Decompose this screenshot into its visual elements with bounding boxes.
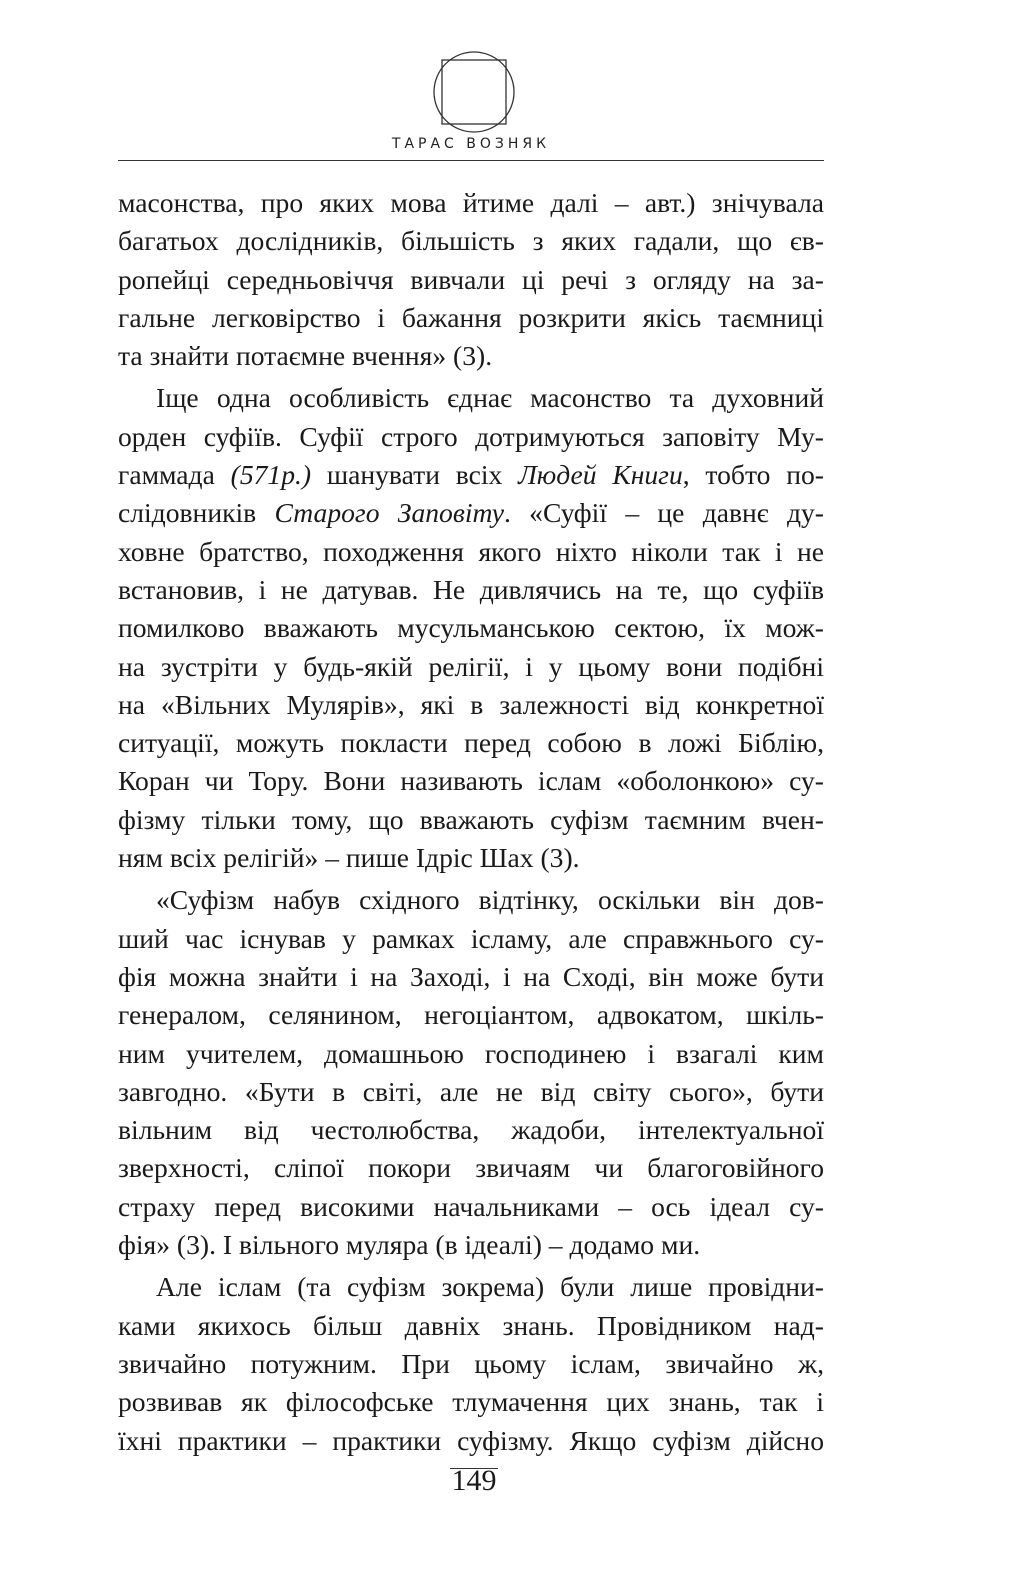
text-line: ням всіх релігій» – пише Ідріс Шах (3). (118, 842, 580, 874)
circle-square-emblem-icon (432, 50, 516, 134)
header-rule (118, 160, 824, 161)
text-line: гальне легковірство і бажання розкрити якісь таємниці (118, 301, 824, 333)
text-line: фія» (3). І вільного муляра (в ідеалі) – додамо ми. (118, 1229, 701, 1261)
text-line: фія можна знайти і на Заході, і на Сході, він може бути (118, 960, 824, 992)
text-line: генералом, селянином, негоціантом, адвокатом, шкіль- (118, 999, 824, 1031)
text-line: Іще одна особливість єднає масонство та духовний (156, 382, 824, 414)
text-line: багатьох дослідників, більшість з яких гадали, що єв- (118, 225, 824, 257)
text-line: ший час існував у рамках ісламу, але справжнього су- (118, 922, 824, 954)
text-line: фізму тільки тому, що вважають суфізм таємним вчен- (118, 803, 824, 835)
text-line: зверхності, сліпої покори звичаям чи благоговійного (118, 1152, 824, 1184)
text-line: на зустріти у будь-якій релігії, і у цьому вони подібні (118, 650, 824, 682)
text-line: їхні практики – практики суфізму. Якщо суфізм дійсно (118, 1424, 824, 1456)
text-line: вільним від честолюбства, жадоби, інтелектуальної (118, 1114, 824, 1146)
text-line: звичайно потужним. При цьому іслам, звичайно ж, (118, 1347, 824, 1379)
text-line: Коран чи Тору. Вони називають іслам «оболонкою» су- (118, 765, 824, 797)
text-line: ропейці середньовіччя вивчали ці речі з огляду на за- (118, 263, 824, 295)
text-line: та знайти потаємне вчення» (3). (118, 340, 493, 372)
text-line: страху перед високими начальниками – ось ідеал су- (118, 1190, 824, 1222)
text-line: ховне братство, походження якого ніхто ніколи так і не (118, 535, 824, 567)
text-line: орден суфіїв. Суфії строго дотримуються заповіту Му- (118, 420, 824, 452)
text-line: Але іслам (та суфізм зокрема) були лише провідни- (156, 1271, 824, 1303)
text-line: встановив, і не датував. Не дивлячись на те, що суфіїв (118, 573, 824, 605)
text-line: завгодно. «Бути в світі, але не від світу сього», бути (118, 1075, 824, 1107)
text-line: ками якихось більш давніх знань. Провідником над- (118, 1309, 824, 1341)
text-line: ним учителем, домашньою господинею і взагалі ким (118, 1037, 824, 1069)
page-number: 149 (451, 1464, 497, 1497)
text-line: слідовників Старого Заповіту. «Суфії – це давнє ду- (118, 497, 824, 529)
text-line: гаммада (571р.) шанувати всіх Людей Книги, тобто по- (118, 459, 824, 491)
body-text (118, 184, 824, 1460)
text-line: на «Вільних Мулярів», які в залежності від конкретної (118, 688, 824, 720)
text-line: розвивав як філософське тлумачення цих знань, так і (118, 1386, 824, 1418)
text-line: «Суфізм набув східного відтінку, оскільки він дов- (156, 884, 824, 916)
text-line: ситуації, можуть покласти перед собою в ложі Біблію, (118, 727, 824, 759)
text-line: помилково вважають мусульманською сектою, їх мож- (118, 612, 824, 644)
running-head: ТАРАС ВОЗНЯК (391, 136, 551, 152)
text-line: масонства, про яких мова йтиме далі – авт.) знічувала (118, 187, 824, 218)
